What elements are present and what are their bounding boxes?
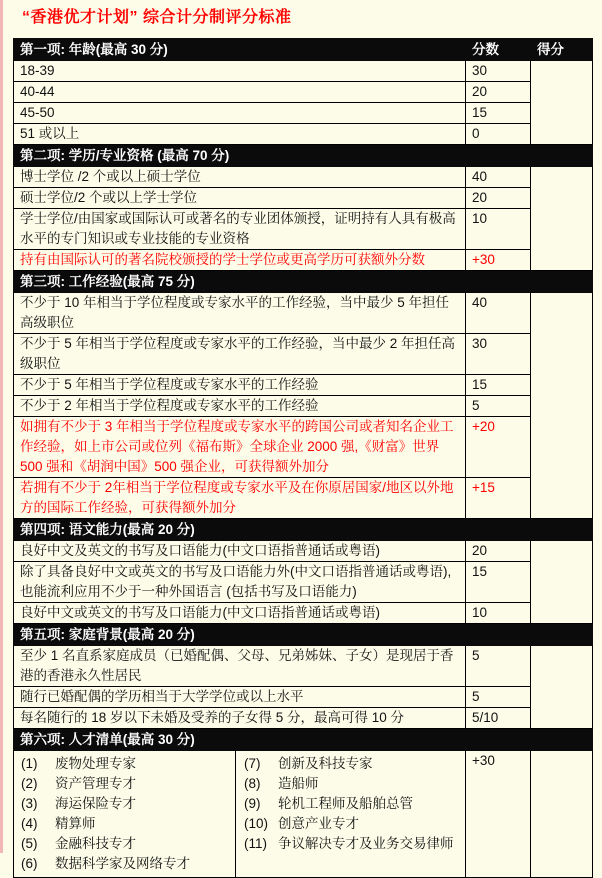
section-header-label: 第三项: 工作经验(最高 75 分) bbox=[14, 271, 593, 293]
talent-item-number: (9) bbox=[244, 796, 261, 811]
criteria-row bbox=[14, 124, 593, 145]
score-value: 30 bbox=[466, 334, 531, 375]
scoring-table bbox=[13, 38, 593, 878]
earned-cell bbox=[531, 61, 593, 145]
talent-item-number: (8) bbox=[244, 776, 261, 791]
criteria-row bbox=[14, 603, 593, 624]
talent-item bbox=[21, 794, 235, 814]
score-value: 0 bbox=[466, 124, 531, 145]
score-value: 15 bbox=[466, 103, 531, 124]
criteria-text: 持有由国际认可的著名院校颁授的学士学位或更高学历可获额外分数 bbox=[14, 250, 466, 271]
earned-cell bbox=[531, 751, 593, 878]
section-header-row bbox=[14, 729, 593, 751]
talent-list-row bbox=[14, 751, 593, 878]
section-header-row bbox=[14, 39, 593, 61]
criteria-text: 45-50 bbox=[14, 103, 466, 124]
left-edge-strip bbox=[0, 0, 3, 853]
score-value: +30 bbox=[466, 250, 531, 271]
talent-column-left bbox=[14, 751, 235, 877]
talent-item-label: 数据科学家及网络专才 bbox=[55, 856, 190, 871]
talent-item bbox=[244, 834, 465, 854]
talent-item bbox=[21, 774, 235, 794]
criteria-row bbox=[14, 417, 593, 478]
talent-item-label: 精算师 bbox=[55, 816, 96, 831]
criteria-row bbox=[14, 687, 593, 708]
criteria-row bbox=[14, 708, 593, 729]
talent-item-label: 资产管理专才 bbox=[55, 776, 136, 791]
criteria-row bbox=[14, 396, 593, 417]
criteria-text: 博士学位 /2 个或以上硕士学位 bbox=[14, 167, 466, 188]
talent-item-label: 创意产业专才 bbox=[278, 816, 359, 831]
talent-item-label: 创新及科技专家 bbox=[278, 756, 373, 771]
score-value: +30 bbox=[466, 751, 531, 878]
criteria-row bbox=[14, 82, 593, 103]
talent-item-number: (10) bbox=[244, 816, 269, 831]
talent-column-right bbox=[235, 751, 465, 877]
criteria-text: 至少 1 名直系家庭成员（已婚配偶、父母、兄弟姊妹、子女）是现居于香港的香港永久性居民 bbox=[14, 646, 466, 687]
talent-item bbox=[21, 854, 235, 874]
section-header-label: 第二项: 学历/专业资格 (最高 70 分) bbox=[14, 145, 593, 167]
talent-list bbox=[14, 751, 466, 878]
talent-item-label: 轮机工程师及船舶总管 bbox=[278, 796, 413, 811]
earned-cell bbox=[531, 293, 593, 519]
criteria-text: 18-39 bbox=[14, 61, 466, 82]
talent-item-number: (11) bbox=[244, 836, 268, 851]
talent-columns bbox=[14, 751, 465, 877]
criteria-text: 40-44 bbox=[14, 82, 466, 103]
criteria-row bbox=[14, 209, 593, 250]
criteria-text: 每名随行的 18 岁以下未婚及受养的子女得 5 分，最高可得 10 分 bbox=[14, 708, 466, 729]
criteria-row bbox=[14, 61, 593, 82]
score-value: 40 bbox=[466, 293, 531, 334]
section-header-row bbox=[14, 145, 593, 167]
score-value: 5 bbox=[466, 687, 531, 708]
criteria-row bbox=[14, 167, 593, 188]
criteria-text: 不少于 10 年相当于学位程度或专家水平的工作经验，当中最少 5 年担任高级职位 bbox=[14, 293, 466, 334]
criteria-row bbox=[14, 103, 593, 124]
score-value: +20 bbox=[466, 417, 531, 478]
criteria-text: 不少于 5 年相当于学位程度或专家水平的工作经验，当中最少 2 年担任高级职位 bbox=[14, 334, 466, 375]
talent-item-number: (6) bbox=[21, 856, 38, 871]
score-value: 15 bbox=[466, 375, 531, 396]
score-value: 15 bbox=[466, 562, 531, 603]
criteria-text: 不少于 5 年相当于学位程度或专家水平的工作经验 bbox=[14, 375, 466, 396]
talent-item-label: 争议解决专才及业务交易律师 bbox=[278, 836, 454, 851]
score-value: 30 bbox=[466, 61, 531, 82]
score-value: 5 bbox=[466, 396, 531, 417]
criteria-text: 良好中文及英文的书写及口语能力(中文口语指普通话或粤语) bbox=[14, 541, 466, 562]
talent-item-number: (7) bbox=[244, 756, 261, 771]
criteria-row bbox=[14, 541, 593, 562]
criteria-text: 良好中文或英文的书写及口语能力(中文口语指普通话或粤语) bbox=[14, 603, 466, 624]
talent-item-number: (1) bbox=[21, 756, 38, 771]
scoring-table-body bbox=[14, 39, 593, 878]
criteria-text: 不少于 2 年相当于学位程度或专家水平的工作经验 bbox=[14, 396, 466, 417]
section-header-row bbox=[14, 519, 593, 541]
criteria-row bbox=[14, 562, 593, 603]
talent-item-number: (3) bbox=[21, 796, 38, 811]
score-value: 10 bbox=[466, 209, 531, 250]
criteria-row bbox=[14, 646, 593, 687]
criteria-row bbox=[14, 375, 593, 396]
criteria-text: 随行已婚配偶的学历相当于大学学位或以上水平 bbox=[14, 687, 466, 708]
score-column-header: 分数 bbox=[466, 39, 531, 61]
criteria-row bbox=[14, 188, 593, 209]
talent-item-label: 金融科技专才 bbox=[55, 836, 136, 851]
score-value: 20 bbox=[466, 541, 531, 562]
section-header-row bbox=[14, 271, 593, 293]
talent-item-label: 造船师 bbox=[278, 776, 319, 791]
page-title: “香港优才计划” 综合计分制评分标准 bbox=[22, 9, 292, 26]
talent-item-label: 废物处理专家 bbox=[55, 756, 136, 771]
talent-item-number: (2) bbox=[21, 776, 38, 791]
score-value: 10 bbox=[466, 603, 531, 624]
talent-item bbox=[244, 794, 465, 814]
criteria-text: 硕士学位/2 个或以上学士学位 bbox=[14, 188, 466, 209]
score-value: 5 bbox=[466, 646, 531, 687]
talent-item-label: 海运保险专才 bbox=[55, 796, 136, 811]
talent-item-number: (5) bbox=[21, 836, 38, 851]
talent-item bbox=[244, 814, 465, 834]
earned-column-header: 得分 bbox=[531, 39, 593, 61]
criteria-text: 若拥有不少于 2年相当于学位程度或专家水平及在你原居国家/地区以外地方的国际工作经验，可获得额外加分 bbox=[14, 478, 466, 519]
score-value: 40 bbox=[466, 167, 531, 188]
section-header-label: 第四项: 语文能力(最高 20 分) bbox=[14, 519, 593, 541]
section-header-label: 第五项: 家庭背景(最高 20 分) bbox=[14, 624, 593, 646]
score-value: 5/10 bbox=[466, 708, 531, 729]
talent-item-number: (4) bbox=[21, 816, 38, 831]
talent-item bbox=[21, 814, 235, 834]
score-value: +15 bbox=[466, 478, 531, 519]
criteria-row bbox=[14, 478, 593, 519]
criteria-text: 如拥有不少于 3 年相当于学位程度或专家水平的跨国公司或者知名企业工作经验，如上市公司或位列《福布斯》全球企业 2000 强,《财富》世界 500 强和《胡润中国》500 强企业，可获得额外加分 bbox=[14, 417, 466, 478]
talent-item bbox=[21, 834, 235, 854]
score-value: 20 bbox=[466, 82, 531, 103]
criteria-row bbox=[14, 334, 593, 375]
section-header-row bbox=[14, 624, 593, 646]
score-value: 20 bbox=[466, 188, 531, 209]
criteria-text: 学士学位/由国家或国际认可或著名的专业团体颁授，证明持有人具有极高水平的专门知识或专业技能的专业资格 bbox=[14, 209, 466, 250]
criteria-row bbox=[14, 250, 593, 271]
talent-item bbox=[244, 754, 465, 774]
criteria-text: 除了具备良好中文或英文的书写及口语能力外(中文口语指普通话或粤语), 也能流利应用不少于一种外国语言 (包括书写及口语能力) bbox=[14, 562, 466, 603]
section-header-label: 第六项: 人才清单(最高 30 分) bbox=[14, 729, 593, 751]
earned-cell bbox=[531, 167, 593, 271]
earned-cell bbox=[531, 541, 593, 624]
criteria-row bbox=[14, 293, 593, 334]
section-header-label: 第一项: 年龄(最高 30 分) bbox=[14, 39, 466, 61]
criteria-text: 51 或以上 bbox=[14, 124, 466, 145]
talent-item bbox=[244, 774, 465, 794]
earned-cell bbox=[531, 646, 593, 729]
talent-item bbox=[21, 754, 235, 774]
